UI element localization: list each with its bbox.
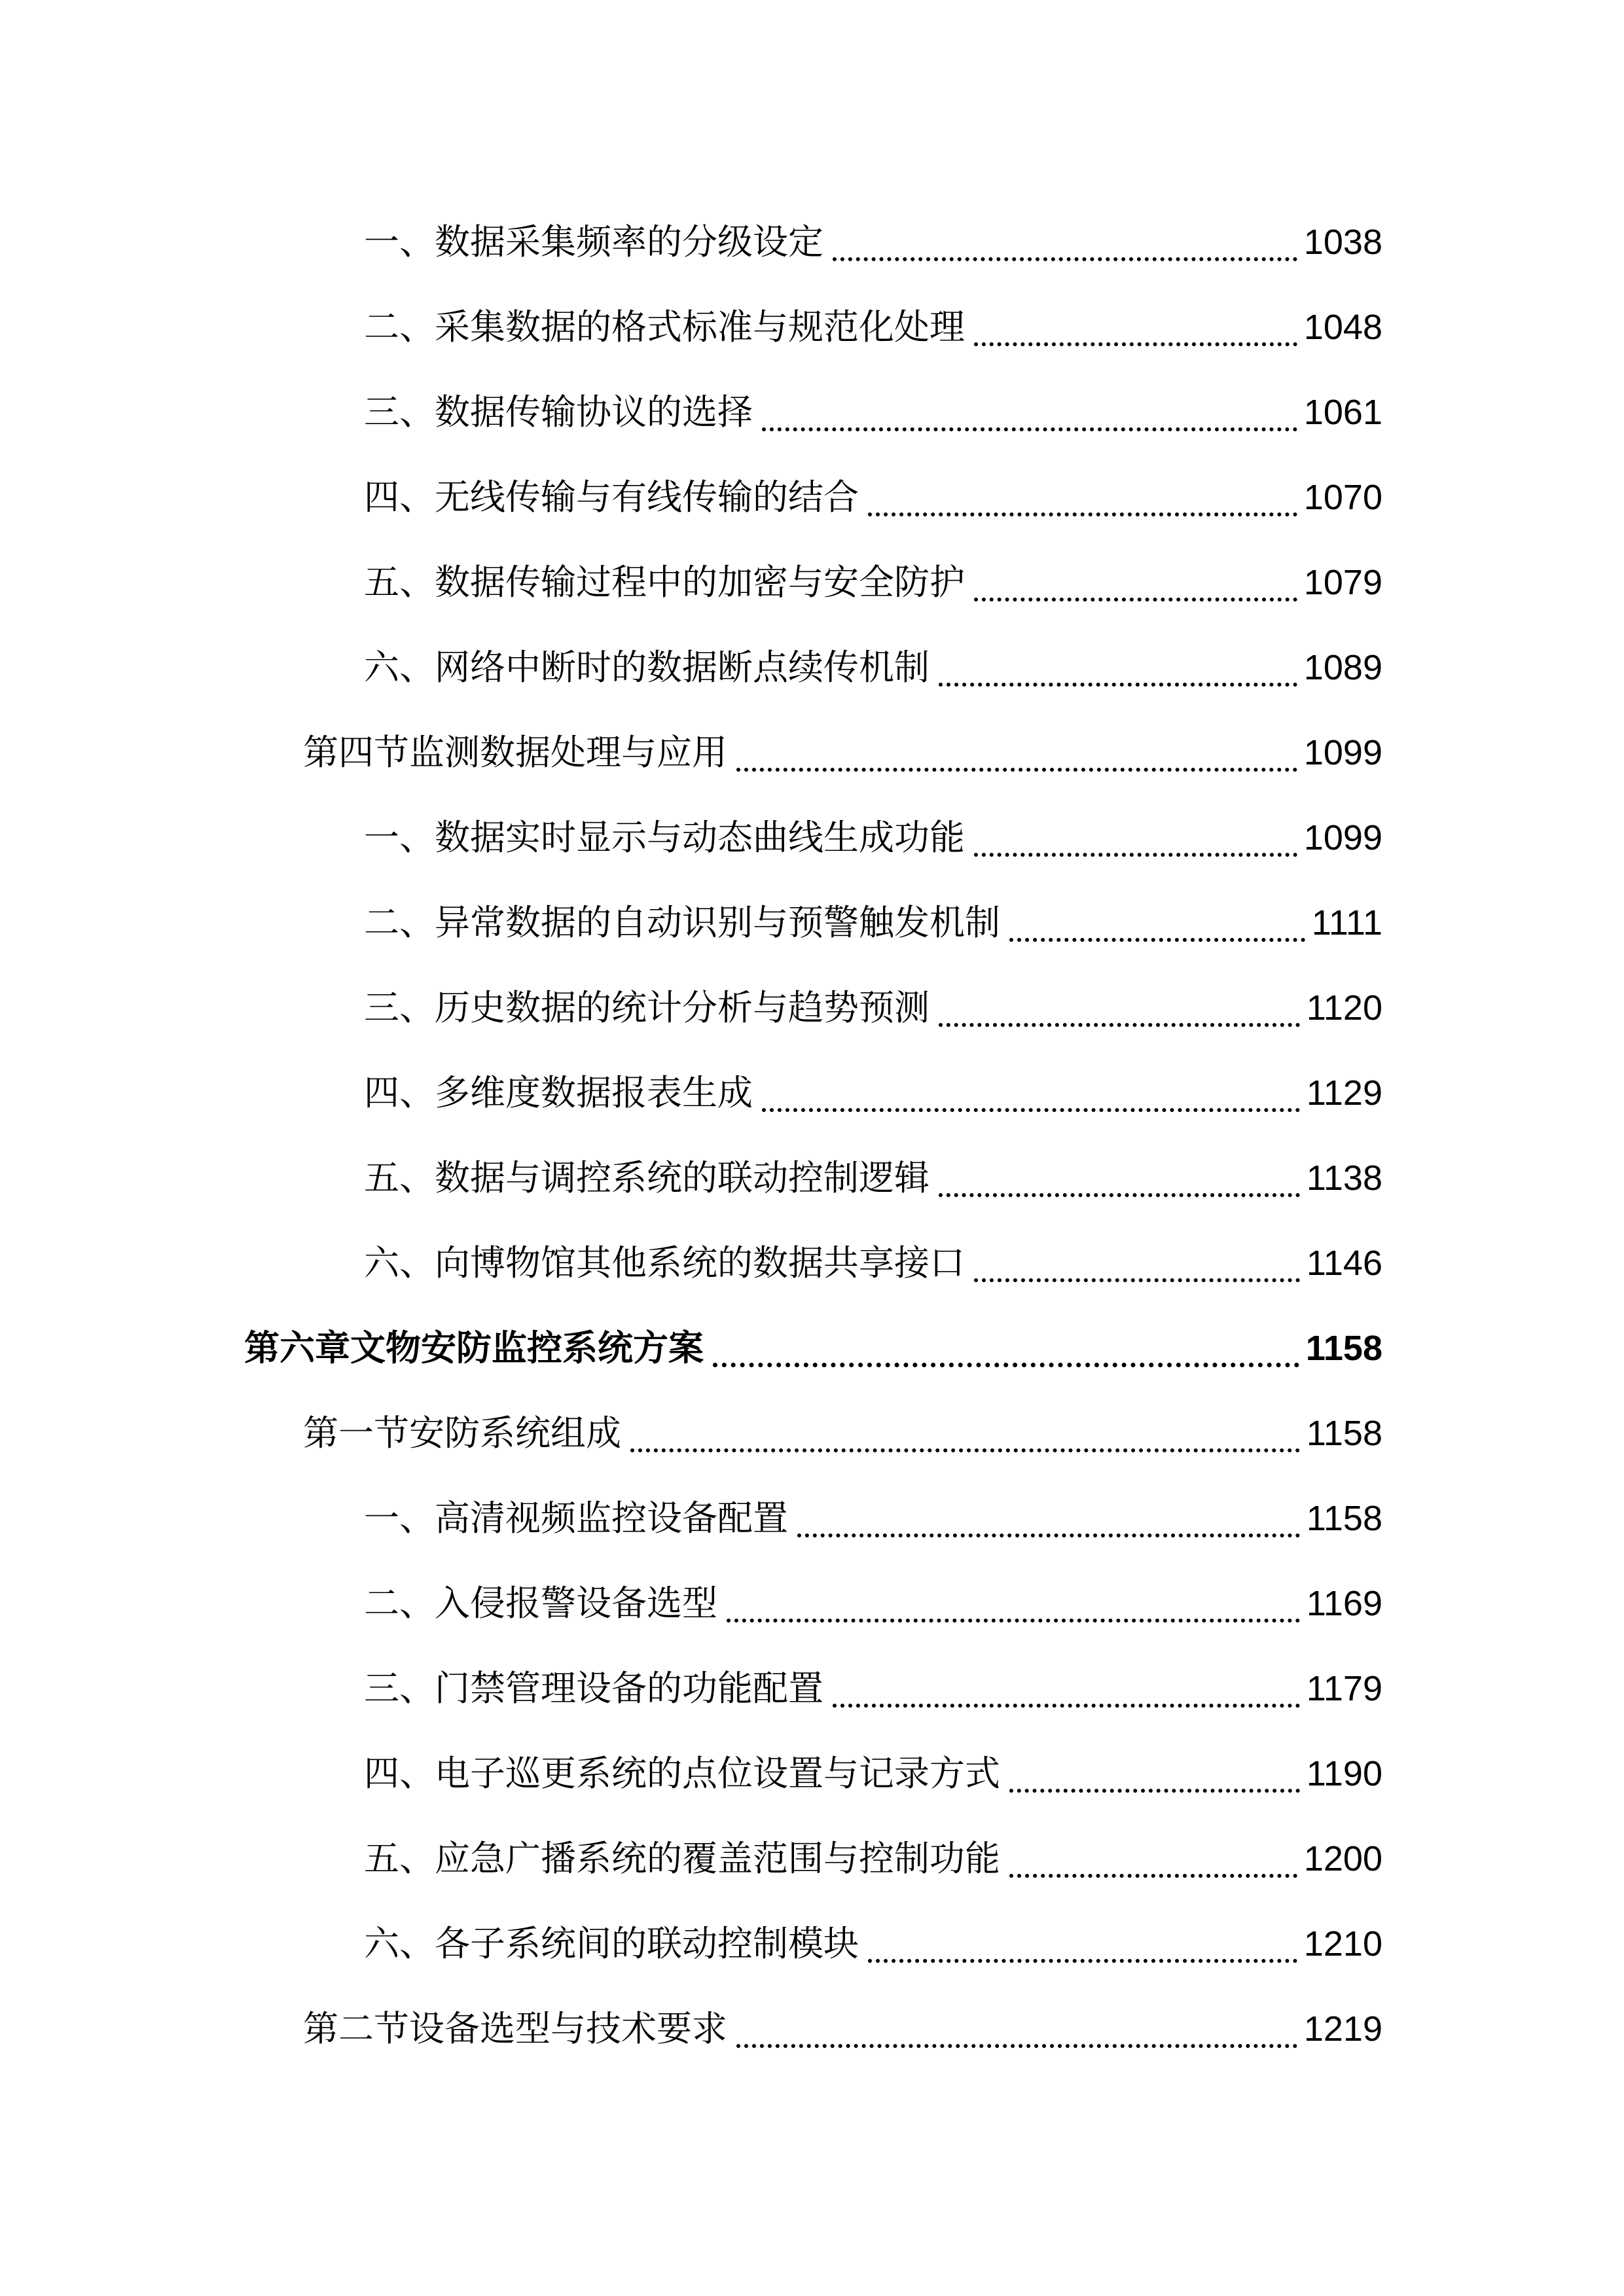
toc-entry[interactable] [364, 887, 1382, 959]
toc-entry-title: 二、异常数据的自动识别与预警触发机制 [364, 902, 1000, 943]
toc-entry-page: 1099 [1303, 818, 1382, 857]
toc-entry-page: 1210 [1303, 1924, 1382, 1964]
toc-leader-dots [974, 1278, 1300, 1282]
toc-entry[interactable] [364, 1568, 1382, 1640]
toc-entry[interactable] [364, 1142, 1382, 1214]
toc-leader-dots [974, 598, 1297, 601]
toc-entry-page: 1200 [1303, 1839, 1382, 1878]
toc-leader-dots [939, 683, 1297, 687]
toc-entry-title: 第一节安防系统组成 [303, 1412, 621, 1454]
toc-entry-title: 第二节设备选型与技术要求 [303, 2008, 727, 2049]
toc-entry-title: 一、高清视频监控设备配置 [364, 1498, 788, 1539]
toc-entry-title: 一、数据实时显示与动态曲线生成功能 [364, 817, 965, 858]
toc-entry[interactable] [364, 972, 1382, 1044]
toc-entry-section[interactable] [303, 717, 1382, 789]
toc-entry-page: 1146 [1306, 1244, 1382, 1283]
toc-entry-page: 1061 [1303, 393, 1382, 432]
toc-leader-dots [736, 2044, 1297, 2048]
toc-entry[interactable] [364, 1908, 1382, 1980]
toc-entry-title: 六、各子系统间的联动控制模块 [364, 1923, 859, 1964]
toc-entry[interactable] [364, 206, 1382, 278]
toc-leader-dots [630, 1448, 1300, 1452]
toc-entry[interactable] [364, 802, 1382, 874]
toc-entry-page: 1158 [1306, 1414, 1382, 1453]
toc-leader-dots [974, 342, 1297, 346]
toc-entry-title: 三、数据传输协议的选择 [364, 391, 753, 433]
toc-entry-title: 六、网络中断时的数据断点续传机制 [364, 647, 929, 688]
toc-entry[interactable] [364, 1482, 1382, 1554]
toc-entry-page: 1179 [1306, 1669, 1382, 1708]
toc-leader-dots [1009, 938, 1305, 942]
toc-leader-dots [868, 1959, 1297, 1963]
toc-entry[interactable] [364, 291, 1382, 363]
toc-leader-dots [797, 1534, 1300, 1537]
toc-entry-page: 1219 [1303, 2009, 1382, 2049]
toc-entry-page: 1190 [1306, 1754, 1382, 1793]
toc-leader-dots [833, 257, 1297, 261]
toc-entry[interactable] [364, 1738, 1382, 1810]
toc-entry-page: 1079 [1303, 563, 1382, 602]
toc-entry[interactable] [364, 1823, 1382, 1895]
toc-entry-page: 1158 [1306, 1499, 1382, 1538]
toc-entry-title: 三、门禁管理设备的功能配置 [364, 1668, 823, 1709]
toc-entry-title: 二、入侵报警设备选型 [364, 1583, 717, 1624]
toc-entry[interactable] [364, 1057, 1382, 1129]
toc-entry-page: 1169 [1306, 1584, 1382, 1623]
toc-leader-dots [1009, 1789, 1300, 1793]
toc-entry-page: 1048 [1303, 308, 1382, 347]
toc-entry-title: 五、数据传输过程中的加密与安全防护 [364, 562, 965, 603]
toc-entry-page: 1129 [1306, 1073, 1382, 1113]
toc-entry-section[interactable] [303, 1397, 1382, 1469]
toc-entry-title: 五、数据与调控系统的联动控制逻辑 [364, 1157, 929, 1198]
toc-entry-page: 1138 [1306, 1158, 1382, 1198]
toc-entry-page: 1111 [1311, 903, 1382, 942]
toc-entry-title: 四、多维度数据报表生成 [364, 1072, 753, 1113]
toc-leader-dots [868, 512, 1297, 516]
toc-entry-title: 第四节监测数据处理与应用 [303, 732, 727, 773]
toc-leader-dots [939, 1023, 1300, 1027]
toc-entry-section[interactable] [303, 1993, 1382, 2065]
toc-entry-page: 1089 [1303, 648, 1382, 687]
toc-entry[interactable] [364, 461, 1382, 533]
toc-entry-title: 四、电子巡更系统的点位设置与记录方式 [364, 1753, 1000, 1794]
toc-leader-dots [727, 1619, 1300, 1623]
toc-leader-dots [939, 1193, 1300, 1197]
toc-entry-page: 1038 [1303, 223, 1382, 262]
toc-entry-title: 三、历史数据的统计分析与趋势预测 [364, 987, 929, 1028]
toc-entry[interactable] [364, 547, 1382, 619]
toc-entry-chapter[interactable] [244, 1312, 1382, 1384]
toc-entry-title: 第六章文物安防监控系统方案 [244, 1327, 704, 1369]
toc-entry-title: 四、无线传输与有线传输的结合 [364, 476, 859, 518]
toc-entry-page: 1070 [1303, 478, 1382, 517]
toc-leader-dots [833, 1704, 1300, 1708]
toc-entry-page: 1099 [1303, 733, 1382, 772]
toc-leader-dots [713, 1363, 1299, 1367]
toc-entry[interactable] [364, 1227, 1382, 1299]
toc-entry-title: 二、采集数据的格式标准与规范化处理 [364, 306, 965, 348]
toc-leader-dots [762, 427, 1297, 431]
toc-leader-dots [974, 853, 1297, 857]
toc-entry-title: 五、应急广播系统的覆盖范围与控制功能 [364, 1838, 1000, 1879]
toc-entry-page: 1158 [1305, 1329, 1382, 1368]
toc-leader-dots [1009, 1874, 1297, 1878]
toc-entry-title: 一、数据采集频率的分级设定 [364, 221, 823, 262]
toc-leader-dots [736, 768, 1297, 772]
toc-entry-title: 六、向博物馆其他系统的数据共享接口 [364, 1242, 965, 1283]
toc-entry[interactable] [364, 632, 1382, 704]
toc-leader-dots [762, 1108, 1300, 1112]
toc-entry-page: 1120 [1306, 988, 1382, 1028]
toc-entry[interactable] [364, 1653, 1382, 1725]
toc-entry[interactable] [364, 376, 1382, 448]
